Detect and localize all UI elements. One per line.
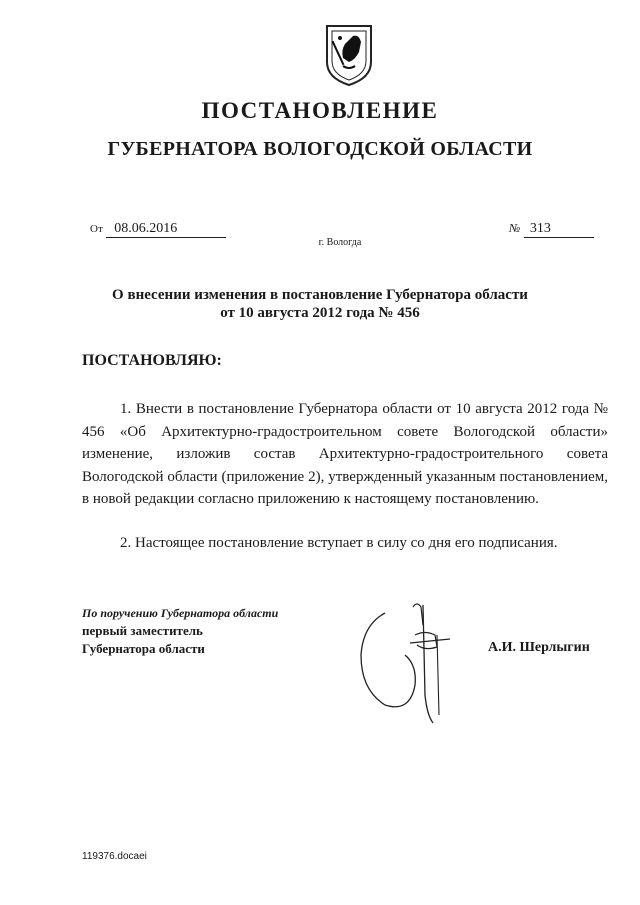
- subject: [0, 286, 640, 322]
- paragraph-2: 2. Настоящее постановление вступает в силу со дня его подписания.: [120, 535, 558, 551]
- document-subtitle: ГУБЕРНАТОРА ВОЛОГОДСКОЙ ОБЛАСТИ: [107, 138, 533, 160]
- number-line: [509, 221, 594, 238]
- signatory-name: А.И. Шерлыгин: [488, 640, 590, 655]
- signatory-line-2: первый заместитель: [82, 623, 203, 638]
- document-date: 08.06.2016: [106, 221, 226, 238]
- city: г. Вологда: [318, 237, 362, 248]
- document-id: 119376.docaei: [82, 851, 147, 862]
- document-title: ПОСТАНОВЛЕНИЕ: [201, 98, 439, 123]
- signatory-position: [82, 604, 278, 658]
- date-line: [90, 221, 226, 238]
- subject-line-2: от 10 августа 2012 года № 456: [220, 305, 420, 321]
- signatory-line-3: Губернатора области: [82, 641, 205, 656]
- date-prefix: От: [90, 223, 103, 235]
- subject-line-1: О внесении изменения в постановление Губернатора области: [112, 287, 528, 303]
- coat-of-arms-icon: [323, 22, 375, 88]
- handwritten-signature: [355, 595, 470, 725]
- paragraph-1: 1. Внести в постановление Губернатора области от 10 августа 2012 года № 456 «Об Архитектурно-градостроительном совете Вологодской области» изменение, изложив состав Архитектурно-градостроительного совета Вологодской области (приложение 2), утвержденный указанным постановлением, в новой редакции согласно приложению к настоящему постановлению.: [82, 401, 608, 507]
- decree-word: ПОСТАНОВЛЯЮ:: [82, 352, 222, 369]
- document-number: 313: [524, 221, 594, 238]
- signatory-line-1: По поручению Губернатора области: [82, 606, 279, 620]
- number-prefix: №: [509, 221, 521, 235]
